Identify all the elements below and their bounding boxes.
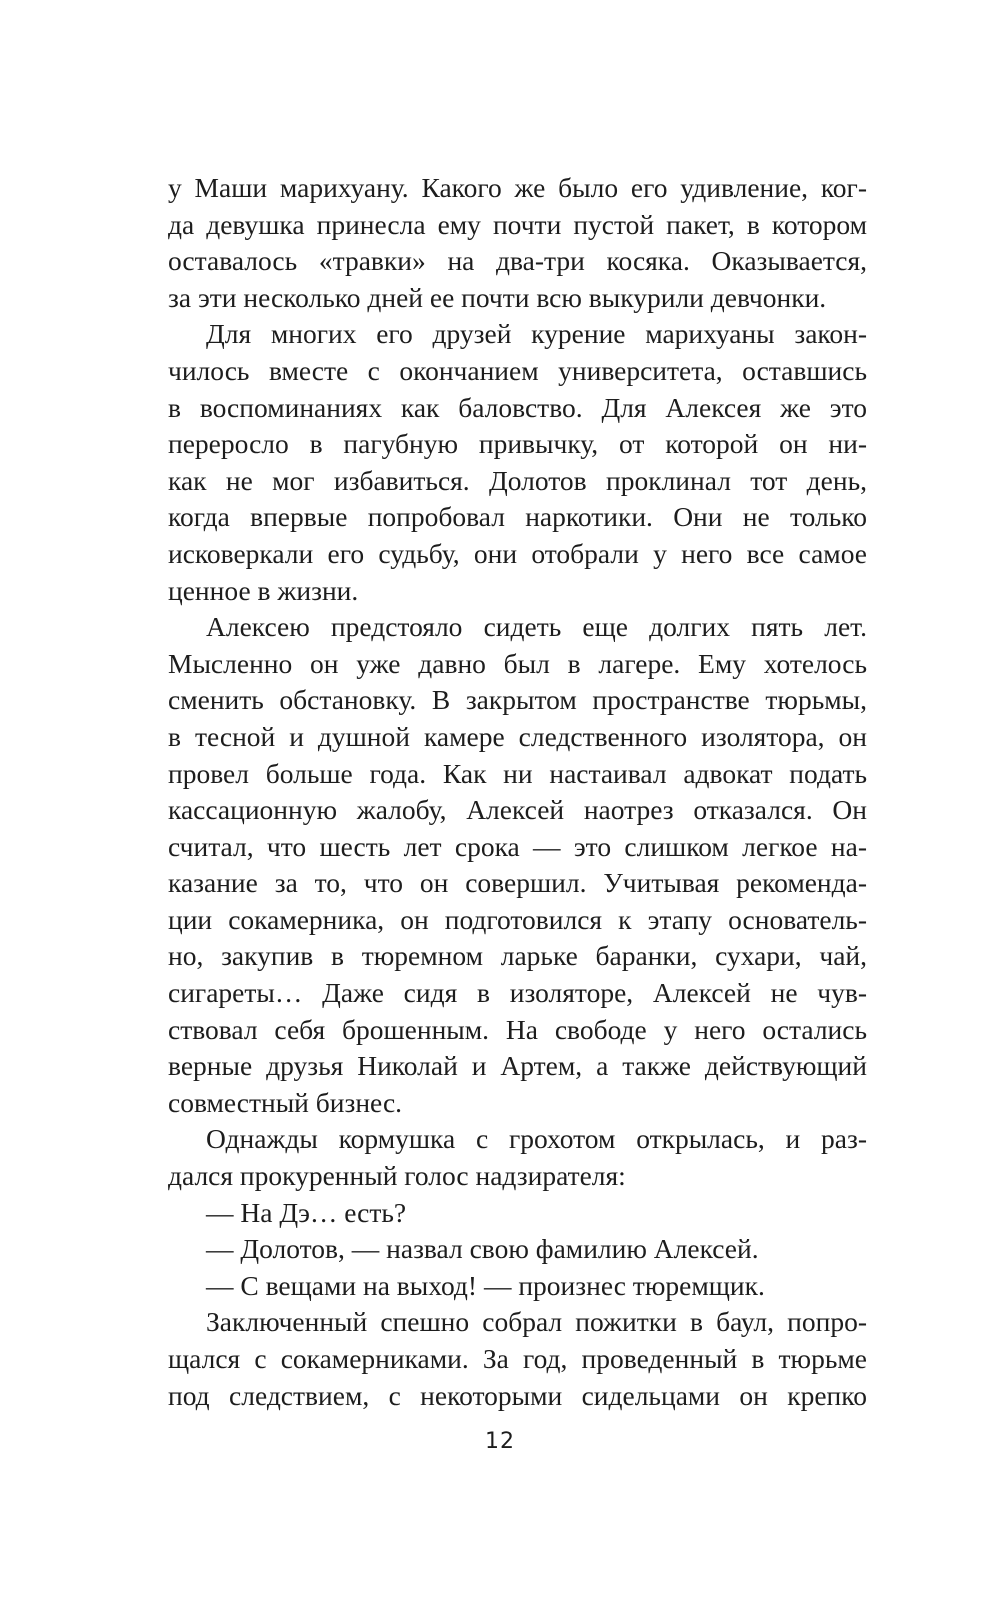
text-line: когда впервые попробовал наркотики. Они не только	[168, 501, 867, 533]
text-line: под следствием, с некоторыми сидельцами он крепко	[168, 1379, 867, 1411]
text-line: в воспоминаниях как баловство. Для Алексея же это	[168, 391, 867, 423]
text-line: ции сокамерника, он подготовился к этапу основатель-	[168, 903, 867, 935]
text-line: ствовал себя брошенным. На свободе у него остались	[168, 1013, 867, 1045]
text-line: но, закупив в тюремном ларьке баранки, сухари, чай,	[168, 940, 867, 972]
text-line: считал, что шесть лет срока — это слишком легкое на-	[168, 830, 867, 862]
text-line: провел больше года. Как ни настаивал адвокат подать	[168, 757, 867, 789]
text-line: да девушка принесла ему почти пустой пакет, в котором	[168, 208, 867, 240]
text-line: как не мог избавиться. Долотов проклинал тот день,	[168, 464, 867, 496]
text-line: оставалось «травки» на два-три косяка. Оказывается,	[168, 245, 867, 277]
dialogue-line: — С вещами на выход! — произнес тюремщик.	[206, 1269, 765, 1301]
text-line: совместный бизнес.	[168, 1086, 403, 1118]
text-line: у Маши марихуану. Какого же было его удивление, ког-	[168, 172, 867, 203]
text-line: верные друзья Николай и Артем, а также действующий	[168, 1050, 867, 1082]
text-line: сменить обстановку. В закрытом пространстве тюрьмы,	[168, 684, 867, 716]
dialogue-line: — На Дэ… есть?	[206, 1196, 407, 1228]
page-number: 12	[485, 1429, 515, 1454]
text-line: исковеркали его судьбу, они отобрали у него все самое	[168, 537, 867, 569]
dialogue-line: — Долотов, — назвал свою фамилию Алексей.	[206, 1233, 759, 1265]
body-text	[168, 170, 867, 1414]
text-line: за эти несколько дней ее почти всю выкурили девчонки.	[168, 281, 827, 313]
text-line: казание за то, что он совершил. Учитывая рекоменда-	[168, 867, 867, 899]
text-line: ценное в жизни.	[168, 574, 359, 606]
text-line: чилось вместе с окончанием университета, оставшись	[168, 354, 867, 386]
text-line: Мысленно он уже давно был в лагере. Ему хотелось	[168, 647, 867, 679]
text-line: щался с сокамерниками. За год, проведенный в тюрьме	[168, 1343, 867, 1374]
text-line: кассационную жалобу, Алексей наотрез отказался. Он	[168, 794, 867, 826]
paragraph-first-line: Заключенный спешно собрал пожитки в баул, попро-	[206, 1306, 867, 1338]
text-line: дался прокуренный голос надзирателя:	[168, 1160, 626, 1192]
paragraph-first-line: Алексею предстояло сидеть еще долгих пять лет.	[206, 611, 867, 643]
paragraph-first-line: Однажды кормушка с грохотом открылась, и раз-	[206, 1123, 867, 1155]
paragraph-first-line: Для многих его друзей курение марихуаны закон-	[206, 318, 867, 350]
text-line: сигареты… Даже сидя в изоляторе, Алексей не чув-	[168, 977, 867, 1009]
text-line: переросло в пагубную привычку, от которой он ни-	[168, 428, 867, 460]
text-line: в тесной и душной камере следственного изолятора, он	[168, 720, 867, 752]
